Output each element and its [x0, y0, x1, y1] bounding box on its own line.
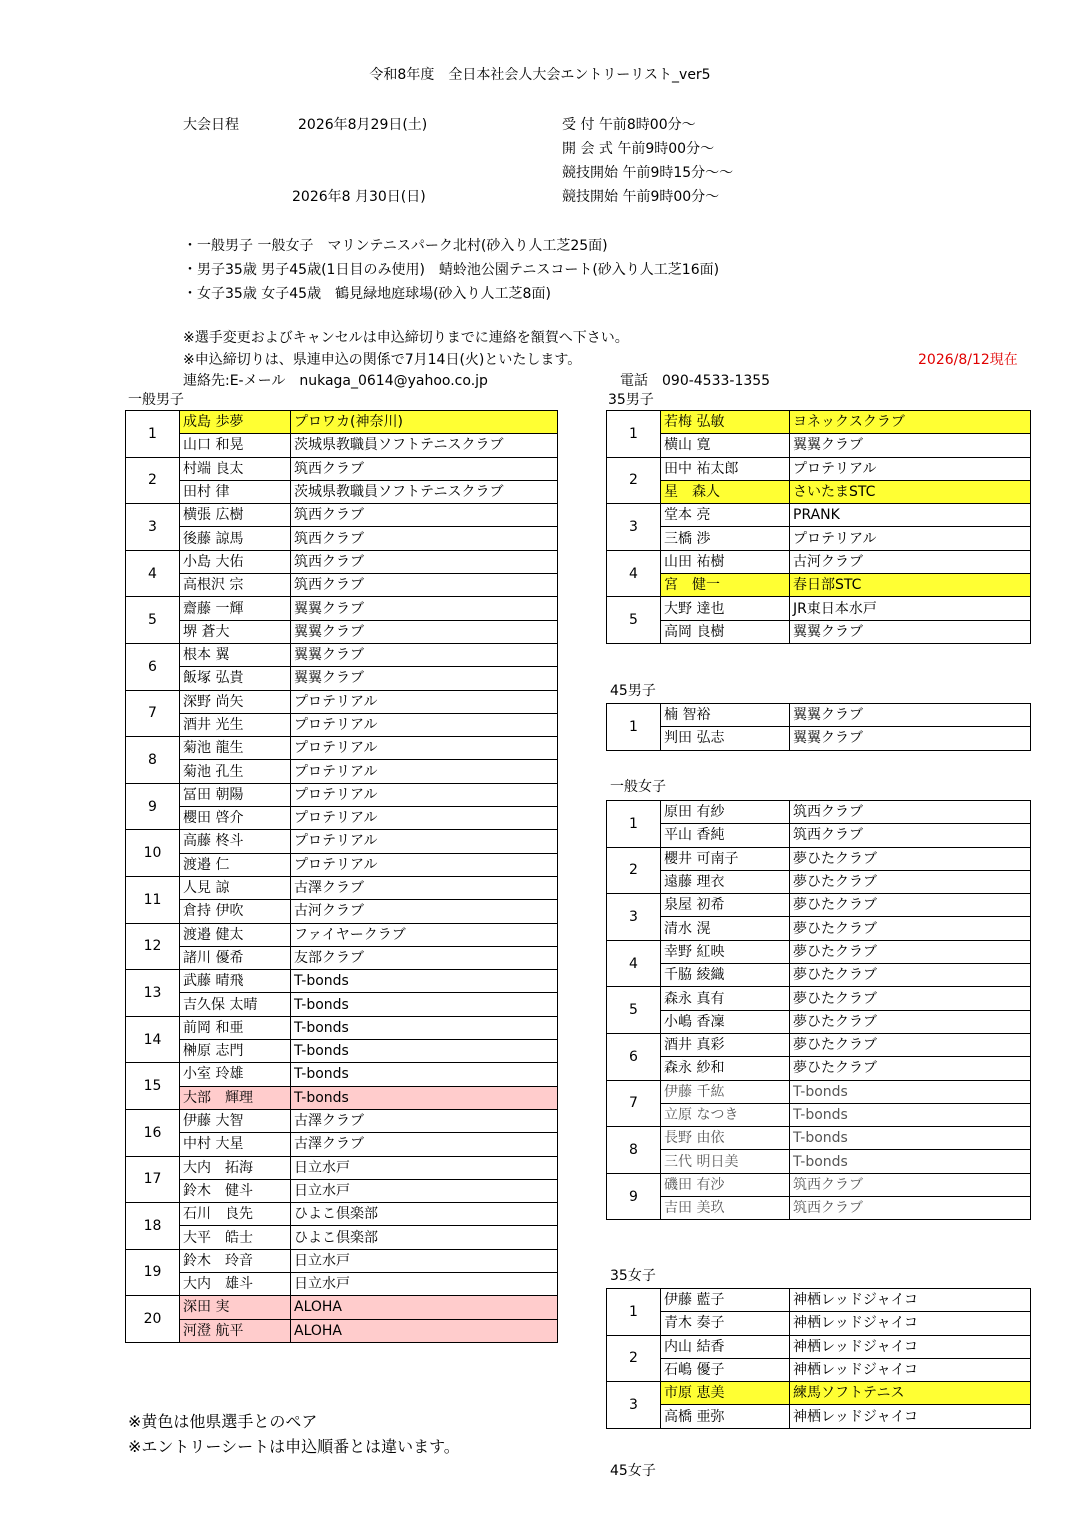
player-name: 三橋 渉: [661, 527, 790, 550]
player-club: 古澤クラブ: [291, 1109, 558, 1132]
table-row: [607, 1103, 1031, 1126]
player-name: 山口 和晃: [180, 434, 291, 457]
table-row: [126, 737, 558, 760]
pair-number: 1: [607, 704, 661, 751]
pair-number: 3: [607, 894, 661, 941]
footnote-yellow: ※黄色は他県選手とのペア: [128, 1412, 318, 1431]
pair-number: 19: [126, 1249, 180, 1296]
pair-number: 3: [607, 504, 661, 551]
table-row: [607, 824, 1031, 847]
table-row: [607, 964, 1031, 987]
table-row: [126, 760, 558, 783]
table-row: [126, 993, 558, 1016]
table-row: [126, 923, 558, 946]
player-name: 三代 明日美: [661, 1150, 790, 1173]
table-row: [126, 1179, 558, 1202]
player-name: 酒井 真彩: [661, 1033, 790, 1056]
pair-number: 13: [126, 970, 180, 1017]
player-name: 菊池 龍生: [180, 737, 291, 760]
player-club: プロテリアル: [291, 830, 558, 853]
player-name: 成島 歩夢: [180, 411, 291, 434]
section-title-women-general: 一般女子: [610, 779, 666, 795]
table-row: [607, 480, 1031, 503]
player-name: 菊池 孔生: [180, 760, 291, 783]
player-club: 春日部STC: [790, 574, 1031, 597]
player-club: 筑西クラブ: [291, 574, 558, 597]
table-row: [607, 1289, 1031, 1312]
player-club: 筑西クラブ: [291, 457, 558, 480]
player-name: 榊原 志門: [180, 1040, 291, 1063]
pair-number: 7: [607, 1080, 661, 1127]
pair-number: 1: [607, 411, 661, 458]
player-club: 古河クラブ: [790, 550, 1031, 573]
player-name: 武藤 晴飛: [180, 970, 291, 993]
player-name: 鈴木 玲音: [180, 1249, 291, 1272]
pair-number: 1: [607, 1289, 661, 1336]
pair-number: 17: [126, 1156, 180, 1203]
player-name: 石嶋 優子: [661, 1358, 790, 1381]
player-name: 田中 祐太郎: [661, 457, 790, 480]
player-club: ひよこ倶楽部: [291, 1226, 558, 1249]
table-row: [607, 457, 1031, 480]
table-row: [126, 690, 558, 713]
player-club: 神栖レッドジャイコ: [790, 1289, 1031, 1312]
player-club: T-bonds: [291, 993, 558, 1016]
table-row: [607, 1033, 1031, 1056]
player-club: 翼翼クラブ: [291, 620, 558, 643]
day1-reception: 受 付 午前8時00分～: [562, 117, 696, 133]
as-of-date: 2026/8/12現在: [918, 352, 1018, 368]
player-name: 大内 雄斗: [180, 1272, 291, 1295]
player-name: 渡邉 健太: [180, 923, 291, 946]
pair-number: 4: [126, 550, 180, 597]
player-club: 友部クラブ: [291, 946, 558, 969]
contact-phone: 電話 090-4533-1355: [620, 373, 771, 389]
pair-number: 1: [607, 801, 661, 848]
player-name: 磯田 有沙: [661, 1173, 790, 1196]
pair-number: 14: [126, 1016, 180, 1063]
player-name: 冨田 朝陽: [180, 783, 291, 806]
player-club: 日立水戸: [291, 1249, 558, 1272]
player-club: ファイヤークラブ: [291, 923, 558, 946]
player-club: プロワカ(神奈川): [291, 411, 558, 434]
player-name: 櫻井 可南子: [661, 847, 790, 870]
player-club: 神栖レッドジャイコ: [790, 1312, 1031, 1335]
entry-table-men-35: [606, 410, 1031, 644]
player-name: 深田 実: [180, 1296, 291, 1319]
player-name: 清水 滉: [661, 917, 790, 940]
pair-number: 2: [607, 847, 661, 894]
table-row: [126, 620, 558, 643]
pair-number: 2: [607, 1335, 661, 1382]
player-club: 筑西クラブ: [790, 1173, 1031, 1196]
player-club: 翼翼クラブ: [790, 434, 1031, 457]
player-club: 夢ひたクラブ: [790, 894, 1031, 917]
pair-number: 1: [126, 411, 180, 458]
pair-number: 5: [607, 597, 661, 644]
table-row: [126, 667, 558, 690]
table-row: [607, 1127, 1031, 1150]
player-name: 千脇 綾織: [661, 964, 790, 987]
player-name: 判田 弘志: [661, 727, 790, 750]
table-row: [126, 807, 558, 830]
player-club: T-bonds: [291, 1040, 558, 1063]
table-row: [607, 527, 1031, 550]
player-club: 筑西クラブ: [291, 527, 558, 550]
table-row: [126, 1156, 558, 1179]
table-row: [607, 620, 1031, 643]
table-row: [126, 457, 558, 480]
player-club: 夢ひたクラブ: [790, 1057, 1031, 1080]
table-row: [607, 550, 1031, 573]
venue-line: ・一般男子 一般女子 マリンテニスパーク北村(砂入り人工芝25面): [183, 238, 608, 254]
player-name: 泉屋 初希: [661, 894, 790, 917]
player-club: プロテリアル: [790, 457, 1031, 480]
player-name: 根本 翼: [180, 643, 291, 666]
player-name: 河澄 航平: [180, 1319, 291, 1342]
player-name: 後藤 諒馬: [180, 527, 291, 550]
table-row: [607, 727, 1031, 750]
pair-number: 3: [607, 1382, 661, 1429]
player-name: 宮 健一: [661, 574, 790, 597]
table-row: [126, 1296, 558, 1319]
player-name: 大内 拓海: [180, 1156, 291, 1179]
player-club: 夢ひたクラブ: [790, 1010, 1031, 1033]
player-name: 村端 良太: [180, 457, 291, 480]
table-row: [126, 1249, 558, 1272]
pair-number: 8: [126, 737, 180, 784]
table-row: [607, 847, 1031, 870]
table-row: [607, 1173, 1031, 1196]
pair-number: 15: [126, 1063, 180, 1110]
table-row: [126, 876, 558, 899]
table-row: [607, 894, 1031, 917]
player-name: 田村 律: [180, 480, 291, 503]
player-club: T-bonds: [790, 1150, 1031, 1173]
player-club: プロテリアル: [291, 853, 558, 876]
note-line: ※申込締切りは、県連申込の関係で7月14日(火)といたします。: [183, 352, 582, 368]
day1-start: 競技開始 午前9時15分～～: [562, 165, 734, 181]
player-name: 深野 尚矢: [180, 690, 291, 713]
day2-start: 競技開始 午前9時00分～: [562, 189, 720, 205]
table-row: [126, 434, 558, 457]
player-name: 横張 広樹: [180, 504, 291, 527]
player-club: 翼翼クラブ: [291, 597, 558, 620]
player-name: 倉持 伊吹: [180, 900, 291, 923]
player-club: ALOHA: [291, 1319, 558, 1342]
table-row: [607, 574, 1031, 597]
table-row: [607, 1335, 1031, 1358]
section-title-men-35: 35男子: [608, 392, 654, 408]
table-row: [126, 713, 558, 736]
player-name: 齋藤 一輝: [180, 597, 291, 620]
player-name: 渡邉 仁: [180, 853, 291, 876]
player-name: 石川 良先: [180, 1203, 291, 1226]
player-club: 夢ひたクラブ: [790, 987, 1031, 1010]
player-club: T-bonds: [291, 1063, 558, 1086]
player-name: 大部 輝理: [180, 1086, 291, 1109]
player-club: 日立水戸: [291, 1179, 558, 1202]
table-row: [607, 917, 1031, 940]
player-name: 高藤 柊斗: [180, 830, 291, 853]
player-club: 夢ひたクラブ: [790, 1033, 1031, 1056]
table-row: [126, 830, 558, 853]
table-row: [607, 1312, 1031, 1335]
table-row: [607, 870, 1031, 893]
player-name: 星 森人: [661, 480, 790, 503]
player-club: 筑西クラブ: [291, 504, 558, 527]
table-row: [126, 1086, 558, 1109]
table-row: [126, 1133, 558, 1156]
table-row: [126, 946, 558, 969]
table-row: [126, 1226, 558, 1249]
player-club: プロテリアル: [291, 737, 558, 760]
player-club: T-bonds: [291, 1086, 558, 1109]
player-club: プロテリアル: [291, 807, 558, 830]
table-row: [607, 1010, 1031, 1033]
section-title-men-45: 45男子: [610, 683, 656, 699]
day1-opening: 開 会 式 午前9時00分～: [562, 141, 715, 157]
player-name: 伊藤 藍子: [661, 1289, 790, 1312]
player-club: さいたまSTC: [790, 480, 1031, 503]
table-row: [126, 1109, 558, 1132]
player-club: プロテリアル: [291, 690, 558, 713]
player-name: 長野 由依: [661, 1127, 790, 1150]
table-row: [607, 940, 1031, 963]
table-row: [607, 1150, 1031, 1173]
player-club: プロテリアル: [291, 760, 558, 783]
player-name: 原田 有紗: [661, 801, 790, 824]
pair-number: 11: [126, 876, 180, 923]
player-name: 人見 諒: [180, 876, 291, 899]
table-row: [607, 1057, 1031, 1080]
player-name: 前岡 和亜: [180, 1016, 291, 1039]
player-club: 夢ひたクラブ: [790, 870, 1031, 893]
player-club: 古河クラブ: [291, 900, 558, 923]
player-club: 夢ひたクラブ: [790, 940, 1031, 963]
venue-line: ・男子35歳 男子45歳(1日目のみ使用) 蜻蛉池公園テニスコート(砂入り人工芝16面): [183, 262, 720, 278]
player-name: 高橋 亜弥: [661, 1405, 790, 1428]
table-row: [607, 1382, 1031, 1405]
player-name: 吉田 美玖: [661, 1197, 790, 1220]
player-club: ひよこ倶楽部: [291, 1203, 558, 1226]
player-name: 遠藤 理衣: [661, 870, 790, 893]
player-club: T-bonds: [291, 970, 558, 993]
table-row: [126, 643, 558, 666]
player-club: 古澤クラブ: [291, 876, 558, 899]
player-club: T-bonds: [291, 1016, 558, 1039]
player-club: T-bonds: [790, 1127, 1031, 1150]
player-club: T-bonds: [790, 1080, 1031, 1103]
table-row: [126, 1203, 558, 1226]
pair-number: 8: [607, 1127, 661, 1174]
page-title: 令和8年度 全日本社会人大会エントリーリスト_ver5: [369, 67, 711, 83]
player-club: 日立水戸: [291, 1156, 558, 1179]
player-club: 練馬ソフトテニス: [790, 1382, 1031, 1405]
schedule-label: 大会日程: [183, 117, 239, 133]
entry-table-men-general: [125, 410, 558, 1343]
player-club: 翼翼クラブ: [790, 620, 1031, 643]
table-row: [607, 1197, 1031, 1220]
table-row: [607, 1080, 1031, 1103]
player-club: T-bonds: [790, 1103, 1031, 1126]
player-name: 若梅 弘敏: [661, 411, 790, 434]
player-club: JR東日本水戸: [790, 597, 1031, 620]
player-club: プロテリアル: [291, 713, 558, 736]
player-name: 堺 蒼大: [180, 620, 291, 643]
table-row: [126, 1040, 558, 1063]
footnote-order: ※エントリーシートは申込順番とは違います。: [128, 1437, 460, 1456]
player-name: 楠 智裕: [661, 704, 790, 727]
table-row: [126, 527, 558, 550]
player-club: 筑西クラブ: [790, 824, 1031, 847]
player-name: 鈴木 健斗: [180, 1179, 291, 1202]
player-club: 翼翼クラブ: [790, 727, 1031, 750]
table-row: [607, 987, 1031, 1010]
venue-line: ・女子35歳 女子45歳 鶴見緑地庭球場(砂入り人工芝8面): [183, 286, 551, 302]
table-row: [126, 480, 558, 503]
table-row: [607, 434, 1031, 457]
table-row: [126, 550, 558, 573]
table-row: [126, 783, 558, 806]
player-club: 筑西クラブ: [790, 1197, 1031, 1220]
player-name: 諸川 優希: [180, 946, 291, 969]
table-row: [126, 1063, 558, 1086]
player-club: 夢ひたクラブ: [790, 964, 1031, 987]
table-row: [607, 801, 1031, 824]
player-name: 立原 なつき: [661, 1103, 790, 1126]
table-row: [607, 597, 1031, 620]
player-name: 平山 香純: [661, 824, 790, 847]
player-name: 吉久保 太晴: [180, 993, 291, 1016]
table-row: [126, 900, 558, 923]
pair-number: 7: [126, 690, 180, 737]
player-name: 内山 結香: [661, 1335, 790, 1358]
pair-number: 2: [126, 457, 180, 504]
player-club: 夢ひたクラブ: [790, 847, 1031, 870]
pair-number: 6: [607, 1033, 661, 1080]
player-name: 小嶋 香凜: [661, 1010, 790, 1033]
pair-number: 9: [607, 1173, 661, 1220]
entry-table-women-general: [606, 800, 1031, 1220]
player-name: 青木 奏子: [661, 1312, 790, 1335]
table-row: [607, 1405, 1031, 1428]
table-row: [126, 574, 558, 597]
pair-number: 16: [126, 1109, 180, 1156]
player-name: 市原 恵美: [661, 1382, 790, 1405]
table-row: [126, 1272, 558, 1295]
pair-number: 3: [126, 504, 180, 551]
table-row: [126, 504, 558, 527]
player-name: 中村 大星: [180, 1133, 291, 1156]
player-club: 夢ひたクラブ: [790, 917, 1031, 940]
player-name: 伊藤 大智: [180, 1109, 291, 1132]
table-row: [126, 597, 558, 620]
player-club: PRANK: [790, 504, 1031, 527]
player-name: 山田 祐樹: [661, 550, 790, 573]
player-name: 小島 大佑: [180, 550, 291, 573]
section-title-women-45: 45女子: [610, 1463, 656, 1479]
player-club: ALOHA: [291, 1296, 558, 1319]
contact-email: 連絡先:E-メール nukaga_0614@yahoo.co.jp: [183, 373, 488, 389]
player-name: 森永 真有: [661, 987, 790, 1010]
note-line: ※選手変更およびキャンセルは申込締切りまでに連絡を額賀へ下さい。: [183, 330, 629, 346]
player-club: プロテリアル: [790, 527, 1031, 550]
table-row: [126, 970, 558, 993]
player-club: 神栖レッドジャイコ: [790, 1358, 1031, 1381]
table-row: [126, 411, 558, 434]
pair-number: 4: [607, 940, 661, 987]
player-name: 森永 紗和: [661, 1057, 790, 1080]
pair-number: 6: [126, 643, 180, 690]
player-club: 翼翼クラブ: [291, 667, 558, 690]
player-name: 伊藤 千紘: [661, 1080, 790, 1103]
table-row: [607, 1358, 1031, 1381]
pair-number: 5: [126, 597, 180, 644]
pair-number: 20: [126, 1296, 180, 1343]
day2-date: 2026年8 月30日(日): [292, 189, 426, 205]
player-club: 神栖レッドジャイコ: [790, 1335, 1031, 1358]
table-row: [126, 1016, 558, 1039]
table-row: [126, 853, 558, 876]
player-name: 大野 達也: [661, 597, 790, 620]
player-club: 翼翼クラブ: [291, 643, 558, 666]
pair-number: 4: [607, 550, 661, 597]
table-row: [607, 411, 1031, 434]
player-name: 高岡 良樹: [661, 620, 790, 643]
player-club: ヨネックスクラブ: [790, 411, 1031, 434]
pair-number: 10: [126, 830, 180, 877]
section-title-women-35: 35女子: [610, 1268, 656, 1284]
player-club: 茨城県教職員ソフトテニスクラブ: [291, 480, 558, 503]
pair-number: 2: [607, 457, 661, 504]
player-name: 大平 皓士: [180, 1226, 291, 1249]
entry-table-women-35: [606, 1288, 1031, 1429]
player-name: 横山 寛: [661, 434, 790, 457]
player-name: 酒井 光生: [180, 713, 291, 736]
table-row: [126, 1319, 558, 1342]
player-club: 茨城県教職員ソフトテニスクラブ: [291, 434, 558, 457]
player-name: 小室 玲雄: [180, 1063, 291, 1086]
player-name: 櫻田 啓介: [180, 807, 291, 830]
pair-number: 12: [126, 923, 180, 970]
pair-number: 5: [607, 987, 661, 1034]
table-row: [607, 504, 1031, 527]
player-club: プロテリアル: [291, 783, 558, 806]
player-name: 高根沢 宗: [180, 574, 291, 597]
pair-number: 9: [126, 783, 180, 830]
player-name: 堂本 亮: [661, 504, 790, 527]
player-name: 飯塚 弘貴: [180, 667, 291, 690]
entry-table-men-45: [606, 703, 1031, 751]
player-club: 筑西クラブ: [291, 550, 558, 573]
pair-number: 18: [126, 1203, 180, 1250]
section-title-men-general: 一般男子: [128, 392, 184, 408]
player-club: 日立水戸: [291, 1272, 558, 1295]
day1-date: 2026年8月29日(土): [298, 117, 428, 133]
player-club: 筑西クラブ: [790, 801, 1031, 824]
player-club: 翼翼クラブ: [790, 704, 1031, 727]
player-club: 神栖レッドジャイコ: [790, 1405, 1031, 1428]
table-row: [607, 704, 1031, 727]
player-club: 古澤クラブ: [291, 1133, 558, 1156]
player-name: 幸野 紅映: [661, 940, 790, 963]
